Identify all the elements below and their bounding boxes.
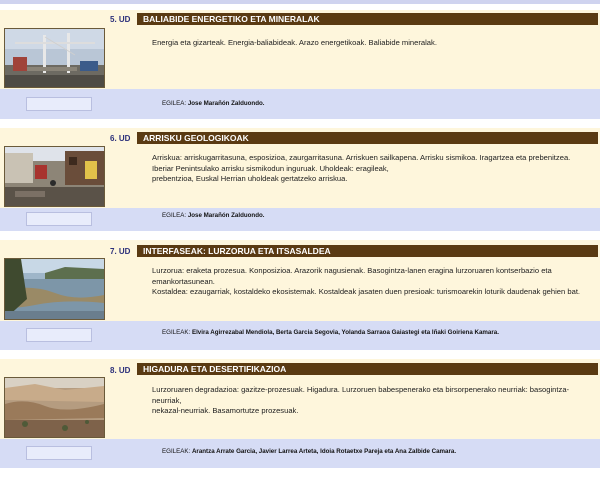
author-names: Jose Marañón Zalduondo. [187, 212, 265, 219]
unit-title-link[interactable]: BALIABIDE ENERGETIKO ETA MINERALAK [137, 13, 598, 25]
author-label: EGILEAK: [162, 329, 191, 336]
author-field [26, 212, 92, 226]
unit-number: 6. UD [110, 134, 131, 143]
unit-title-link[interactable]: INTERFASEAK: LURZORUA ETA ITSASALDEA [137, 245, 598, 257]
author-label: EGILEAK: [162, 448, 191, 455]
unit-description: Energia eta gizarteak. Energia-baliabideak. Arazo energetikoak. Baliabide mineralak. [152, 38, 437, 47]
unit-description: Lurzoruaren degradazioa: gazitze-prozesuak. Higadura. Lurzoruen babespenerako eta birsorpenerako neurriak: basogintza-neurriak, nekazal-neurriak. Basamortutze prozesuak. [152, 385, 570, 416]
unit-number: 8. UD [110, 366, 131, 375]
author-label: EGILEA: [162, 212, 187, 219]
unit-authors [162, 212, 264, 219]
estuary-coast-photo[interactable] [4, 258, 105, 320]
author-names: Arantza Arrate Garcia, Javier Larrea Arteta, Idoia Rotaetxe Pareja eta Ana Zalbide Camara. [191, 448, 457, 455]
unit-title-link[interactable]: HIGADURA ETA DESERTIFIKAZIOA [137, 363, 598, 375]
eroded-land-photo[interactable] [4, 377, 105, 438]
author-field [26, 97, 92, 111]
author-field [26, 446, 92, 460]
unit-authors [162, 100, 264, 107]
unit-title-link[interactable]: ARRISKU GEOLOGIKOAK [137, 132, 598, 144]
earthquake-street-photo[interactable] [4, 146, 105, 207]
author-names: Elvira Agirrezabal Mendiola, Berta Garcia Segovia, Yolanda Sarraoa Gaiastegi eta Iñaki Goiriena Kamara. [191, 329, 499, 336]
unit-authors [162, 448, 456, 455]
unit-description: Lurzorua: eraketa prozesua. Konposizioa. Arazorik nagusienak. Basogintza-lanen eragina lurzoruaren kontserbazio eta emankortasunean. Kostaldea: ezaugarriak, kostaldeko ekosistemak. Kostaldeak jasaten duen presioak: turismoarekin loturik daudenak gehien bat. [152, 266, 581, 297]
unit-number: 7. UD [110, 247, 131, 256]
author-field [26, 328, 92, 342]
author-names: Jose Marañón Zalduondo. [187, 100, 265, 107]
industrial-crane-photo[interactable] [4, 28, 105, 88]
unit-description: Arriskua: arriskugarritasuna, esposizioa, zaurgarritasuna. Arriskuen sailkapena. Arrisku sismikoa. Iragartzea eta prebenitzea. Iberiar Penintsulako arrisku sismikodun inguruak. Uholdeak: eragileak, prebentzioa, Euskal Herrian uholdeak gertatzeko arriskua. [152, 153, 571, 184]
unit-authors [162, 329, 499, 336]
top-strip [0, 0, 600, 4]
author-label: EGILEA: [162, 100, 187, 107]
unit-number: 5. UD [110, 15, 131, 24]
